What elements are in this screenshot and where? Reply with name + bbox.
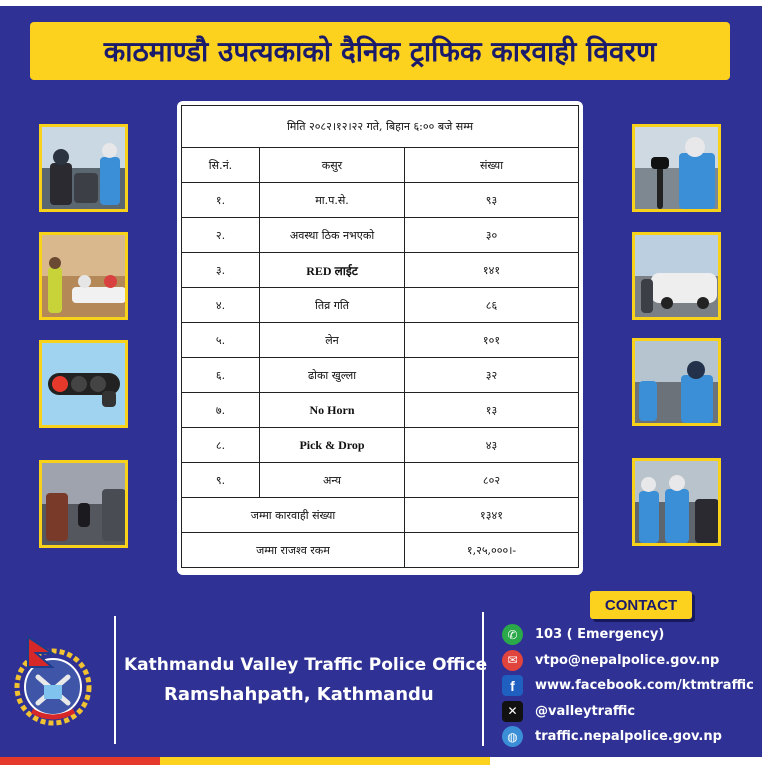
table-row [182,323,579,358]
header-count: संख्या [405,148,579,183]
table-row [182,218,579,253]
summary-table-card [177,101,583,575]
bottom-stripe-white [490,757,762,765]
office-name: Kathmandu Valley Traffic Police Office [124,655,488,675]
photo-traffic-light [39,340,128,428]
contact-email-text: vtpo@nepalpolice.gov.np [535,652,720,668]
globe-icon: ◍ [502,726,523,747]
row-count: १३ [405,393,579,428]
bottom-stripe-red [0,757,160,765]
row-offense: No Horn [260,393,405,428]
table-revenue-row [182,533,579,568]
summary-table [181,105,579,568]
row-offense: अन्य [260,463,405,498]
revenue-label: जम्मा राजश्व रकम [182,533,405,568]
row-offense: Pick & Drop [260,428,405,463]
contact-website[interactable] [502,724,760,750]
contact-facebook[interactable] [502,673,760,699]
revenue-value: १,२५,०००।- [405,533,579,568]
photo-van [632,232,721,320]
row-offense: ढोका खुल्ला [260,358,405,393]
row-sn: ४. [182,288,260,323]
row-sn: ६. [182,358,260,393]
table-row [182,393,579,428]
contact-phone-text: 103 ( Emergency) [535,627,665,643]
table-total-row [182,498,579,533]
table-row [182,358,579,393]
mail-icon: ✉ [502,650,523,671]
row-count: ८०२ [405,463,579,498]
top-border [0,0,762,6]
contact-x-text: @valleytraffic [535,703,636,719]
contact-x[interactable] [502,699,760,725]
row-sn: ७. [182,393,260,428]
row-sn: ५. [182,323,260,358]
phone-icon: ✆ [502,624,523,645]
row-sn: १. [182,183,260,218]
row-sn: ३. [182,253,260,288]
row-count: ९३ [405,183,579,218]
nepal-police-emblem-icon [8,633,98,729]
facebook-icon: f [502,675,523,696]
row-sn: २. [182,218,260,253]
photo-speed-camera-officer [632,124,721,212]
row-offense: मा.प.से. [260,183,405,218]
row-count: १०१ [405,323,579,358]
table-date-line: मिति २०८२।१२।२२ गते, बिहान ६:०० बजे सम्म [182,106,579,148]
table-row [182,253,579,288]
contact-website-text: traffic.nepalpolice.gov.np [535,729,722,745]
row-count: ३२ [405,358,579,393]
office-address: Ramshahpath, Kathmandu [164,684,434,705]
row-sn: ९. [182,463,260,498]
divider-left [114,616,116,744]
table-header-row [182,148,579,183]
photo-police-checking-riders [39,124,128,212]
photo-officer-with-tablet [632,338,721,426]
row-offense: लेन [260,323,405,358]
table-date-row [182,106,579,148]
x-icon: ✕ [502,701,523,722]
contact-phone[interactable] [502,622,760,648]
table-row [182,463,579,498]
row-offense: तिव्र गति [260,288,405,323]
photo-officers-group [632,458,721,546]
row-offense: अवस्था ठिक नभएको [260,218,405,253]
divider-right [482,612,484,746]
table-row [182,288,579,323]
contact-email[interactable] [502,648,760,674]
contact-facebook-text: www.facebook.com/ktmtraffic [535,678,754,694]
photo-street-traffic [39,460,128,548]
table-row [182,428,579,463]
header-offense: कसुर [260,148,405,183]
row-count: १४१ [405,253,579,288]
bottom-stripe-yellow [160,757,490,765]
row-count: ३० [405,218,579,253]
total-value: १३४१ [405,498,579,533]
total-label: जम्मा कारवाही संख्या [182,498,405,533]
contact-list [502,622,760,750]
header-sn: सि.नं. [182,148,260,183]
row-offense: RED लाईट [260,253,405,288]
photo-office-desk [39,232,128,320]
table-row [182,183,579,218]
row-sn: ८. [182,428,260,463]
row-count: ८६ [405,288,579,323]
contact-button[interactable]: CONTACT [590,591,692,619]
row-count: ४३ [405,428,579,463]
page-title: काठमाण्डौ उपत्यकाको दैनिक ट्राफिक कारवाही विवरण [30,22,730,80]
